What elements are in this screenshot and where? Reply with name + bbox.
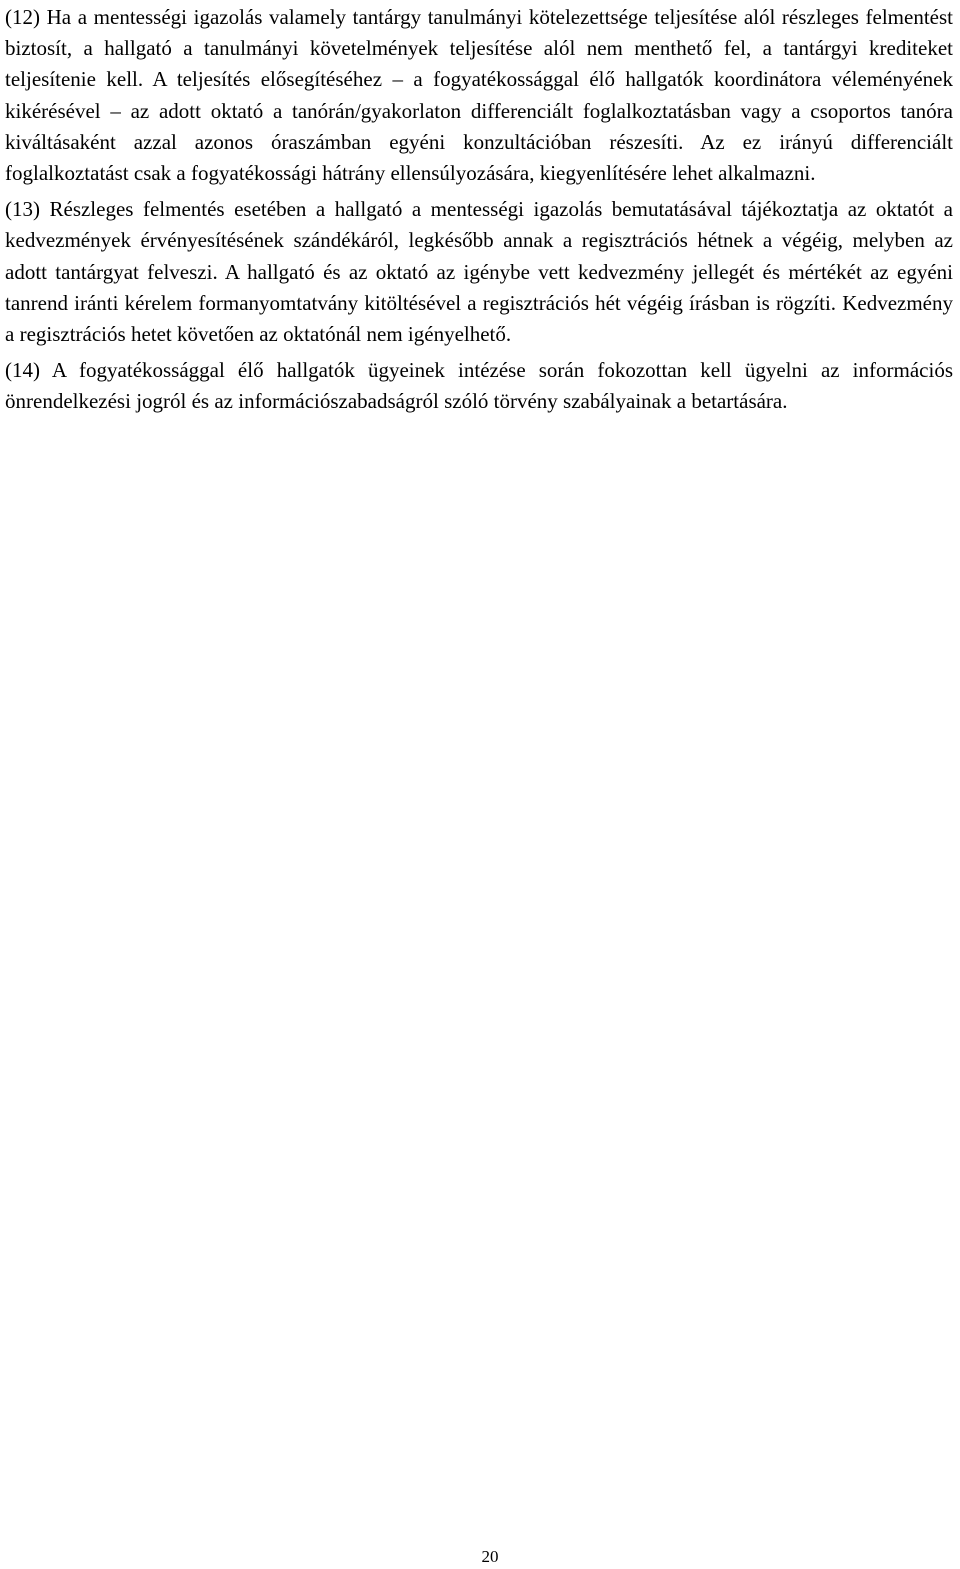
document-body — [5, 2, 953, 423]
paragraph-12: (12) Ha a mentességi igazolás valamely tantárgy tanulmányi kötelezettsége teljesítése alól részleges felmentést biztosít, a hallgató a tanulmányi követelmények teljesítése alól nem menthető fel, a tantárgyi krediteket teljesítenie kell. A teljesítés elősegítéséhez – a fogyatékossággal élő hallgatók koordinátora véleményének kikérésével – az adott oktató a tanórán/gyakorlaton differenciált foglalkoztatásban vagy a csoportos tanóra kiváltásaként azzal azonos óraszámban egyéni konzultációban részesíti. Az ez irányú differenciált foglalkoztatást csak a fogyatékossági hátrány ellensúlyozására, kiegyenlítésére lehet alkalmazni. — [5, 5, 953, 186]
page-number: 20 — [481, 1547, 499, 1566]
paragraph-14: (14) A fogyatékossággal élő hallgatók ügyeinek intézése során fokozottan kell ügyelni az információs önrendelkezési jogról és az információszabadságról szóló törvény szabályainak a betartására. — [5, 358, 953, 414]
paragraph-13: (13) Részleges felmentés esetében a hallgató a mentességi igazolás bemutatásával tájékoztatja az oktatót a kedvezmények érvényesítésének szándékáról, legkésőbb annak a regisztrációs hétnek a végéig, melyben az adott tantárgyat felveszi. A hallgató és az oktató az igénybe vett kedvezmény jellegét és mértékét az egyéni tanrend iránti kérelem formanyomtatvány kitöltésével a regisztrációs hét végéig írásban is rögzíti. Kedvezmény a regisztrációs hetet követően az oktatónál nem igényelhető. — [5, 197, 953, 347]
